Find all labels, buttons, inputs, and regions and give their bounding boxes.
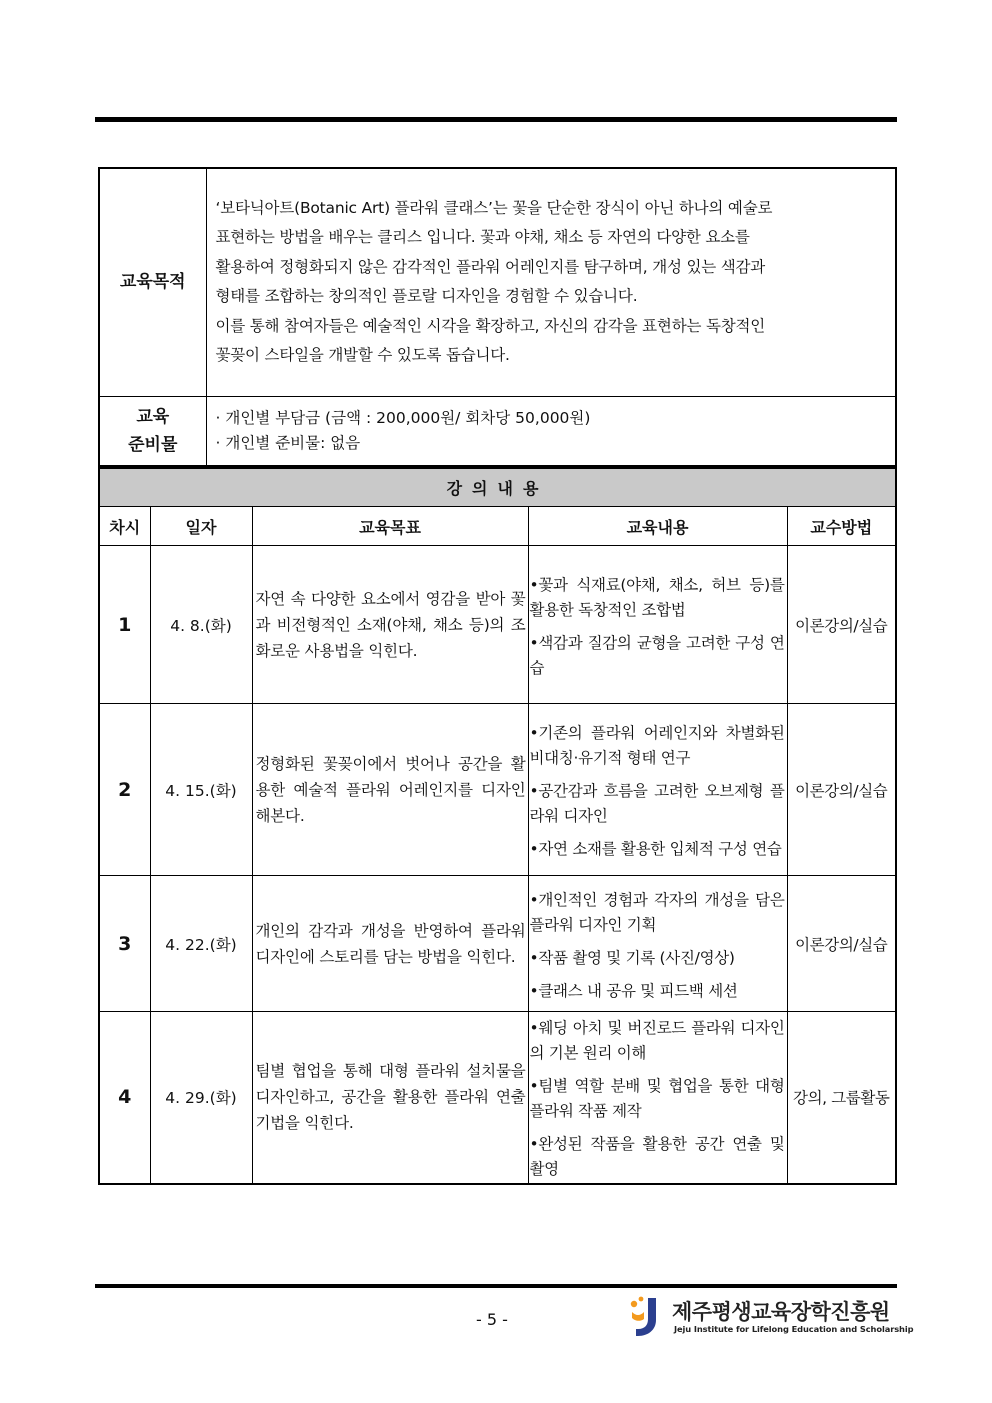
- session-method: 이론강의/실습: [787, 704, 896, 876]
- footer-rule: [95, 1284, 897, 1288]
- content-item: •개인적인 경험과 각자의 개성을 담은 플라워 디자인 기획: [529, 890, 785, 934]
- org-name-eng: Jeju Institute for Lifelong Education and Scholarship: [674, 1324, 914, 1334]
- session-method: 이론강의/실습: [787, 876, 896, 1012]
- preparation-item: · 개인별 부담금 (금액 : 200,000원/ 회차당 50,000원): [215, 408, 591, 427]
- content-item: •자연 소재를 활용한 입체적 구성 연습: [529, 840, 782, 858]
- content-item: •색감과 질감의 균형을 고려한 구성 연습: [529, 633, 785, 677]
- content-item: •클래스 내 공유 및 피드백 세션: [529, 981, 738, 1000]
- lecture-header-row: [99, 507, 896, 546]
- header-date: 일자: [150, 507, 252, 546]
- content-item: •공간감과 흐름을 고려한 오브제형 플라워 디자인: [529, 782, 785, 825]
- session-number: 3: [99, 876, 150, 1012]
- lecture-title-row: [99, 468, 896, 507]
- preparation-item: · 개인별 준비물: 없음: [215, 433, 361, 452]
- session-content: [528, 546, 787, 704]
- session-date: 4. 22.(화): [150, 876, 252, 1012]
- purpose-line: 표현하는 방법을 배우는 클리스 입니다. 꽃과 야채, 채소 등 자연의 다양한 요소를: [215, 228, 750, 247]
- header-method: 교수방법: [787, 507, 896, 546]
- lecture-title: 강의내용: [99, 468, 896, 507]
- purpose-line: 형태를 조합하는 창의적인 플로랄 디자인을 경험할 수 있습니다.: [215, 287, 638, 306]
- org-name-kor: 제주평생교육장학진흥원: [672, 1300, 890, 1324]
- purpose-text: [206, 168, 896, 396]
- purpose-label: 교육목적: [99, 168, 206, 396]
- preparation-row: [99, 396, 896, 466]
- org-logo: [628, 1294, 914, 1340]
- session-number: 4: [99, 1012, 150, 1184]
- content-item: •웨딩 아치 및 버진로드 플라워 디자인의 기본 원리 이해: [529, 1019, 785, 1063]
- purpose-line: 이를 통해 참여자들은 예술적인 시각을 확장하고, 자신의 감각을 표현하는 독창적인: [215, 316, 766, 335]
- session-content: [528, 704, 787, 876]
- org-logo-icon: [628, 1294, 664, 1338]
- session-method: 이론강의/실습: [787, 546, 896, 704]
- session-date: 4. 29.(화): [150, 1012, 252, 1184]
- preparation-text: [206, 396, 896, 466]
- content-item: •꽃과 식재료(야채, 채소, 허브 등)를 활용한 독창적인 조합법: [529, 575, 785, 619]
- preparation-label-line1: 교육: [136, 406, 170, 427]
- session-goal: 팀별 협업을 통해 대형 플라워 설치물을 디자인하고, 공간을 활용한 플라워 연출 기법을 익힌다.: [252, 1012, 528, 1184]
- content-item: •작품 촬영 및 기록 (사진/영상): [529, 948, 735, 967]
- content-item: •완성된 작품을 활용한 공간 연출 및 촬영: [529, 1135, 785, 1179]
- purpose-row: [99, 168, 896, 396]
- session-goal: 정형화된 꽃꽂이에서 벗어나 공간을 활용한 예술적 플라워 어레인지를 디자인해본다.: [252, 704, 528, 876]
- session-date: 4. 15.(화): [150, 704, 252, 876]
- header-content: 교육내용: [528, 507, 787, 546]
- session-number: 2: [99, 704, 150, 876]
- preparation-label: [99, 396, 206, 466]
- lecture-table: [98, 467, 897, 1185]
- session-goal: 개인의 감각과 개성을 반영하여 플라워 디자인에 스토리를 담는 방법을 익힌다.: [252, 876, 528, 1012]
- session-method: 강의, 그룹활동: [787, 1012, 896, 1184]
- content-item: •기존의 플라워 어레인지와 차별화된 비대칭·유기적 형태 연구: [529, 724, 785, 767]
- table-row: [99, 546, 896, 704]
- session-number: 1: [99, 546, 150, 704]
- preparation-label-line2: 준비물: [128, 434, 178, 455]
- session-content: [528, 876, 787, 1012]
- purpose-line: 꽃꽂이 스타일을 개발할 수 있도록 돕습니다.: [215, 346, 510, 365]
- table-row: [99, 704, 896, 876]
- purpose-line: ‘보타닉아트(Botanic Art) 플라워 클래스’는 꽃을 단순한 장식이 아닌 하나의 예술로: [215, 198, 773, 217]
- header-rule: [95, 117, 897, 122]
- page-number: - 5 -: [476, 1310, 508, 1329]
- session-goal: 자연 속 다양한 요소에서 영감을 받아 꽃과 비전형적인 소재(야채, 채소 등)의 조화로운 사용법을 익힌다.: [252, 546, 528, 704]
- table-row: [99, 876, 896, 1012]
- purpose-table: [98, 167, 897, 467]
- table-row: [99, 1012, 896, 1184]
- purpose-line: 활용하여 정형화되지 않은 감각적인 플라워 어레인지를 탐구하며, 개성 있는 색감과: [215, 257, 766, 276]
- session-date: 4. 8.(화): [150, 546, 252, 704]
- header-goal: 교육목표: [252, 507, 528, 546]
- content-item: •팀별 역할 분배 및 협업을 통한 대형 플라워 작품 제작: [529, 1077, 785, 1121]
- session-content: [528, 1012, 787, 1184]
- header-session: 차시: [99, 507, 150, 546]
